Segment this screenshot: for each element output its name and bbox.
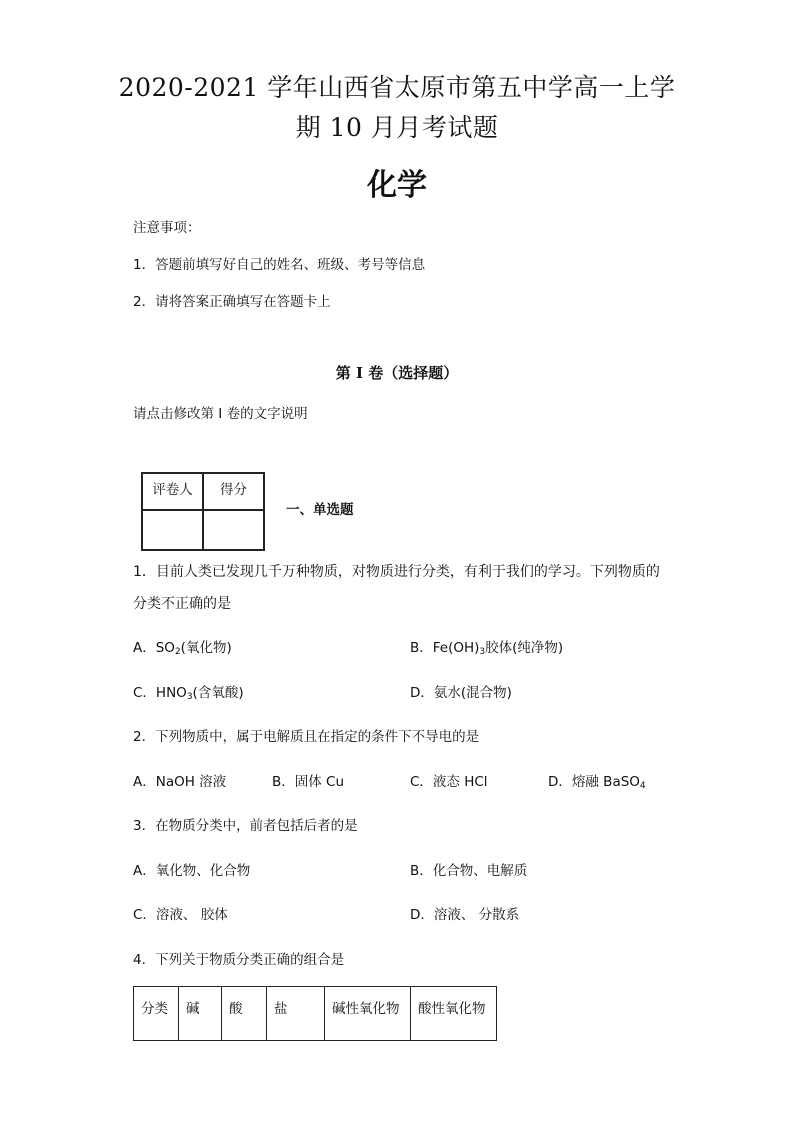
question-3-option-c: C．溶液、 胶体 [133, 907, 228, 923]
subject-title: 化学 [367, 168, 427, 203]
exam-title-line1: 2020-2021 学年山西省太原市第五中学高一上学 [118, 73, 676, 102]
question-1-option-d: D．氨水(混合物) [410, 685, 512, 701]
question-1-stem-line2: 分类不正确的是 [133, 596, 231, 612]
question-3-stem: 3．在物质分类中，前者包括后者的是 [133, 818, 358, 834]
question-1-option-c: C．$HNO_3$(含氧酸) [133, 685, 244, 702]
score-header: 得分 [203, 473, 264, 510]
table-header-cell: 酸性氧化物 [411, 987, 497, 1041]
section-note: 请点击修改第 I 卷的文字说明 [133, 406, 308, 422]
grader-header: 评卷人 [142, 473, 203, 510]
score-cell[interactable] [203, 510, 264, 550]
question-4-stem: 4．下列关于物质分类正确的组合是 [133, 952, 345, 968]
notice-item-2: 2．请将答案正确填写在答题卡上 [133, 294, 331, 310]
question-2-option-b: B．固体 Cu [272, 774, 345, 790]
grader-cell[interactable] [142, 510, 203, 550]
table-header-cell: 碱 [179, 987, 222, 1041]
notice-heading: 注意事项： [133, 220, 201, 236]
question-2-option-c: C．液态 HCl [410, 774, 488, 790]
exam-title-line2: 期 10 月月考试题 [295, 113, 499, 142]
question-2-option-d: D．熔融 BaSO$_4$ [548, 774, 646, 791]
question-3-option-a: A．氧化物、化合物 [133, 863, 251, 879]
question-1-option-a: A．$SO_2$(氧化物) [133, 640, 232, 657]
question-2-option-a: A．NaOH 溶液 [133, 774, 227, 790]
grader-table [141, 472, 265, 551]
part-heading: 一、单选题 [286, 502, 354, 518]
section-heading: 第 I 卷（选择题） [335, 364, 459, 382]
table-header-cell: 盐 [267, 987, 325, 1041]
question-3-option-d: D．溶液、 分散系 [410, 907, 520, 923]
question-1-option-b: B．$Fe(OH)_3$胶体(纯净物) [410, 640, 564, 657]
question-3-option-b: B．化合物、电解质 [410, 863, 528, 879]
notice-item-1: 1．答题前填写好自己的姓名、班级、考号等信息 [133, 257, 426, 273]
question-2-stem: 2．下列物质中，属于电解质且在指定的条件下不导电的是 [133, 729, 480, 745]
table-header-cell: 分类 [134, 987, 179, 1041]
classification-table [133, 986, 497, 1041]
table-header-cell: 酸 [222, 987, 267, 1041]
question-1-stem-line1: 1．目前人类已发现几千万种物质，对物质进行分类，有利于我们的学习。下列物质的 [133, 564, 660, 580]
table-header-cell: 碱性氧化物 [325, 987, 411, 1041]
